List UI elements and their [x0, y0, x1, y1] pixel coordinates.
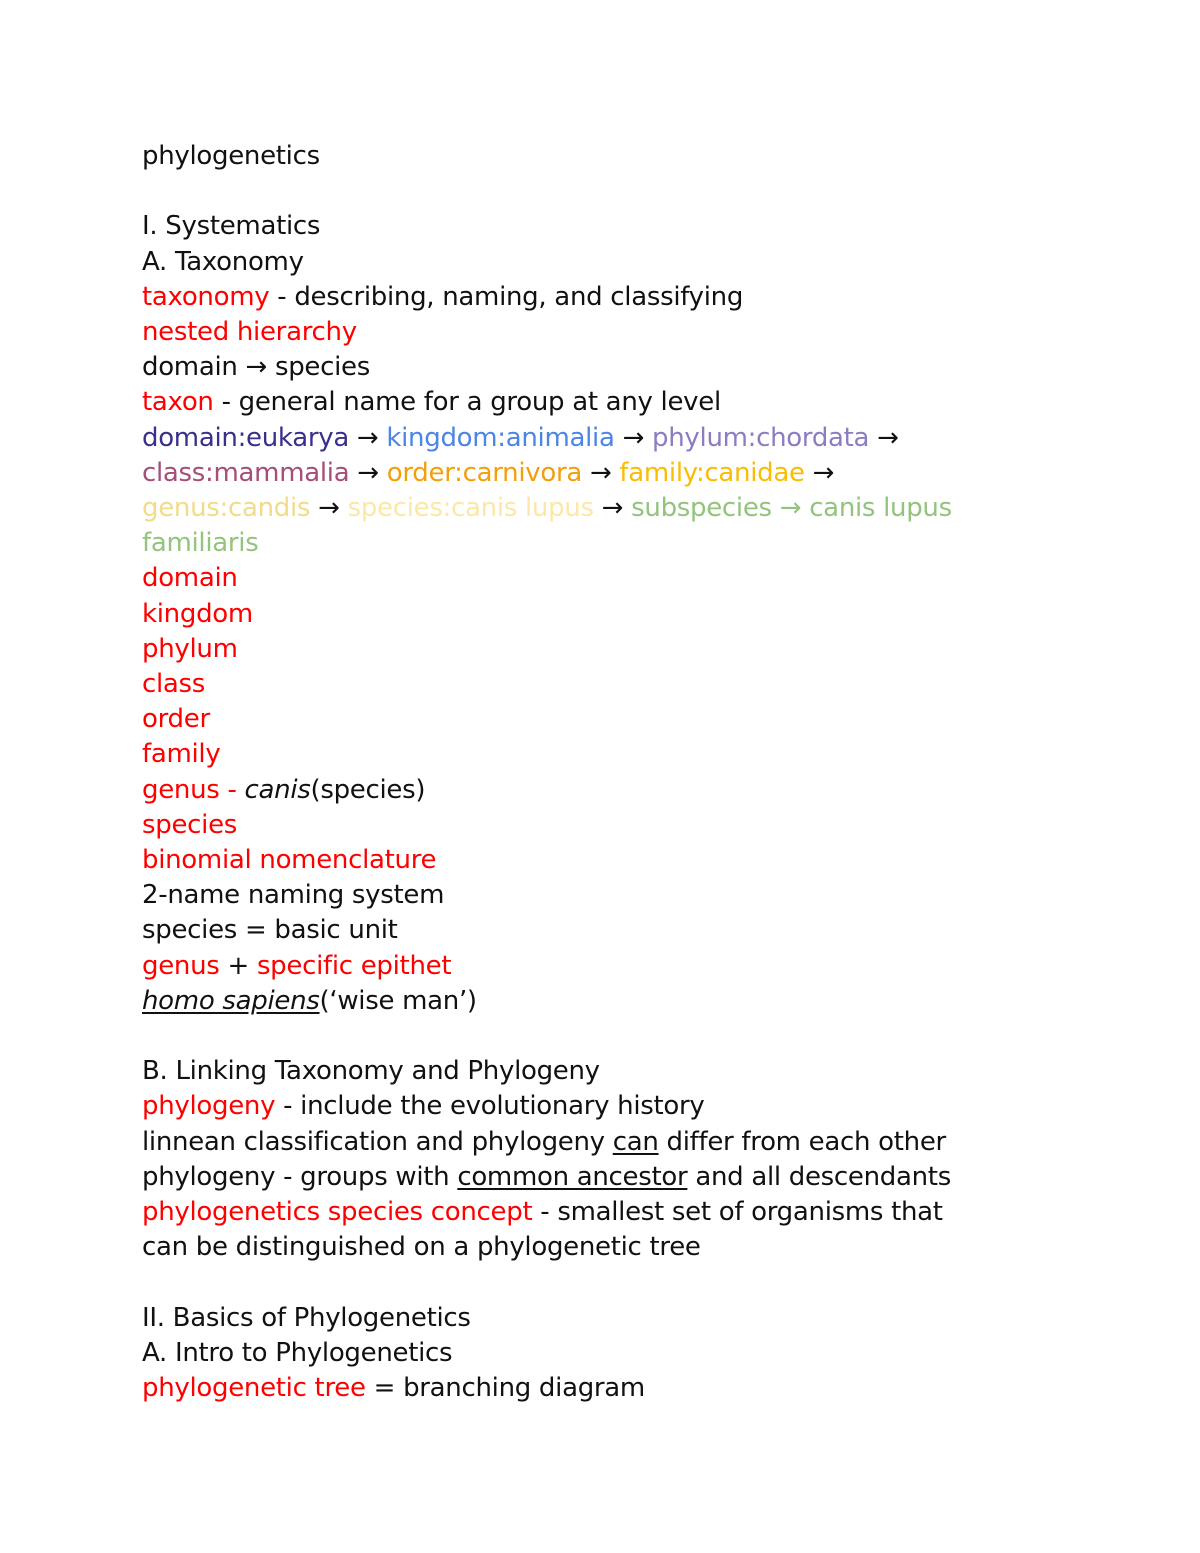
term-genus: genus - [142, 774, 245, 805]
definition-phylogenetic-tree [142, 1371, 1102, 1406]
chain-kingdom: kingdom:animalia [386, 422, 615, 453]
classification-chain-line-2 [142, 456, 1102, 491]
blank-line [142, 1019, 1102, 1054]
domain-to-species: domain → species [142, 352, 370, 383]
chain-arrow: → [348, 422, 387, 453]
term-genus-2: genus [142, 950, 220, 981]
definition-taxon [142, 385, 1102, 420]
species-basic-unit: species = basic unit [142, 915, 398, 946]
def-phylogenetic-tree: = branching diagram [365, 1373, 645, 1404]
blank-line [142, 174, 1102, 209]
chain-arrow: → [869, 422, 899, 453]
linnean-text-end: differ from each other [658, 1126, 946, 1157]
section-heading-systematics: I. Systematics [142, 211, 321, 242]
rank-phylum: phylum [142, 633, 238, 664]
document-body [142, 139, 1102, 1406]
chain-arrow: → [581, 457, 620, 488]
term-taxon: taxon [142, 387, 214, 418]
homo-sapiens-example [142, 984, 1102, 1019]
term-specific-epithet: specific epithet [256, 950, 452, 981]
groups-text-end: and all descendants [687, 1161, 951, 1192]
rank-kingdom: kingdom [142, 598, 253, 629]
chain-arrow: → [349, 457, 387, 488]
homo-paren: (‘wise man’) [319, 985, 477, 1016]
chain-arrow: → [804, 457, 835, 488]
classification-chain-line-1 [142, 421, 1102, 456]
chain-subspecies-cont: familiaris [142, 528, 259, 559]
genus-plus-epithet [142, 949, 1102, 984]
genus-paren: (species) [310, 774, 426, 805]
definition-psc-cont: can be distinguished on a phylogenetic tree [142, 1232, 701, 1263]
term-phylogeny: phylogeny [142, 1091, 276, 1122]
term-taxonomy: taxonomy [142, 281, 270, 312]
genus-example: canis [244, 774, 311, 805]
subsection-heading-intro: A. Intro to Phylogenetics [142, 1337, 453, 1368]
subsection-heading-linking: B. Linking Taxonomy and Phylogeny [142, 1056, 600, 1087]
definition-taxonomy [142, 280, 1102, 315]
groups-text: phylogeny - groups with [142, 1161, 458, 1192]
term-psc: phylogenetics species concept [142, 1197, 533, 1228]
homo-sapiens: homo sapiens [142, 985, 320, 1016]
rank-order: order [142, 704, 210, 735]
term-phylogenetic-tree: phylogenetic tree [142, 1373, 366, 1404]
term-nested-hierarchy: nested hierarchy [142, 317, 357, 347]
chain-arrow: → [310, 493, 348, 524]
groups-line [142, 1160, 1102, 1195]
rank-genus [142, 773, 1102, 808]
linnean-text: linnean classification and phylogeny [142, 1126, 613, 1157]
rank-class: class [142, 669, 206, 700]
chain-species: species:canis lupus [347, 493, 594, 524]
definition-psc [142, 1195, 1102, 1230]
subsection-heading-taxonomy: A. Taxonomy [142, 246, 304, 277]
plus-sign: + [219, 950, 257, 981]
chain-arrow: → [614, 422, 653, 453]
linnean-line [142, 1125, 1102, 1160]
def-taxon: - general name for a group at any level [213, 387, 721, 418]
chain-subspecies: subspecies → canis lupus [631, 493, 952, 524]
chain-order: order:carnivora [386, 457, 582, 488]
chain-family: family:canidae [619, 457, 805, 488]
doc-title: phylogenetics [142, 141, 320, 171]
term-binomial-nomenclature: binomial nomenclature [142, 845, 437, 876]
rank-species: species [142, 809, 238, 840]
groups-underlined: common ancestor [457, 1161, 688, 1192]
chain-genus: genus:candis [142, 493, 311, 524]
section-heading-basics: II. Basics of Phylogenetics [142, 1302, 471, 1333]
def-psc: - smallest set of organisms that [532, 1197, 943, 1228]
chain-domain: domain:eukarya [142, 422, 349, 453]
blank-line [142, 1265, 1102, 1300]
def-phylogeny: - include the evolutionary history [275, 1091, 705, 1122]
linnean-underlined: can [612, 1126, 659, 1157]
def-taxonomy: - describing, naming, and classifying [269, 281, 744, 312]
rank-family: family [142, 739, 221, 770]
chain-class: class:mammalia [142, 457, 350, 488]
classification-chain-line-3 [142, 491, 1102, 526]
chain-arrow: → [593, 493, 632, 524]
definition-phylogeny [142, 1089, 1102, 1124]
rank-domain: domain [142, 563, 238, 594]
classification-chain-line-4 [142, 526, 1102, 561]
two-name-system: 2-name naming system [142, 880, 445, 911]
chain-phylum: phylum:chordata [652, 422, 870, 453]
